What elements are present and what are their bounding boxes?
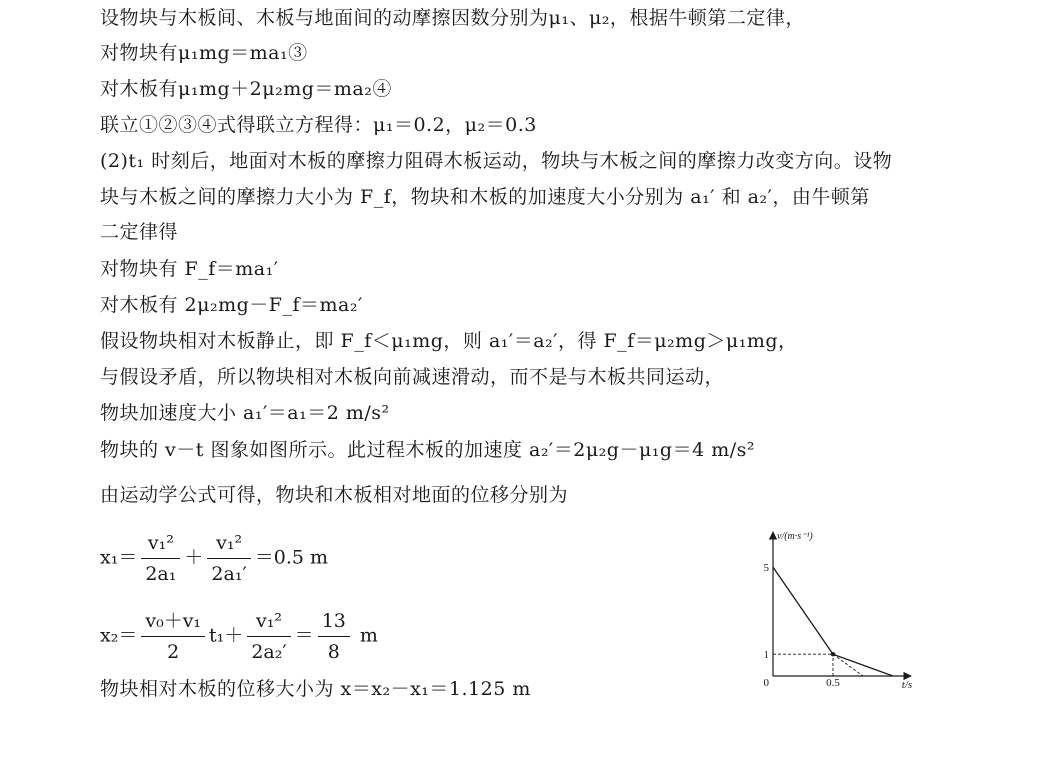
- formula-x2-frac2: [247, 608, 290, 665]
- text-line-9: 对木板有 2μ₂mg－F_f＝ma₂′: [100, 294, 363, 316]
- frac-denominator: 2a₁′: [211, 563, 247, 585]
- text-line-6: 块与木板之间的摩擦力大小为 F_f，物块和木板的加速度大小分别为 a₁′ 和 a₂′，由牛顿第: [100, 186, 870, 208]
- frac-numerator: 13: [318, 608, 350, 637]
- formula-x1-frac2: [207, 530, 250, 587]
- formula-x1-rhs: ＝0.5 m: [254, 546, 329, 569]
- text-line-12: 物块加速度大小 a₁′＝a₁＝2 m/s²: [100, 402, 390, 424]
- data-point: [831, 652, 835, 656]
- frac-denominator: 2: [167, 641, 180, 663]
- frac-denominator: 8: [327, 641, 340, 663]
- frac-numerator: v₀＋v₁: [141, 608, 205, 637]
- text-line-1: 设物块与木板间、木板与地面间的动摩擦因数分别为μ₁、μ₂，根据牛顿第二定律，: [100, 7, 805, 29]
- frac-numerator: v₁²: [207, 530, 250, 559]
- frac-denominator: 2a₂′: [251, 641, 287, 663]
- text-line-5: (2)t₁ 时刻后，地面对木板的摩擦力阻碍木板运动，物块与木板之间的摩擦力改变方向。设物: [100, 150, 893, 172]
- text-line-final: 物块相对木板的位移大小为 x＝x₂－x₁＝1.125 m: [100, 678, 531, 700]
- text-line-10: 假设物块相对木板静止，即 F_f＜μ₁mg，则 a₁′＝a₂′，得 F_f＝μ₂mg＞μ₁mg，: [100, 330, 798, 352]
- text-line-7: 二定律得: [100, 221, 179, 243]
- vt-graph: [755, 528, 915, 688]
- text-line-13: 物块的 v－t 图象如图所示。此过程木板的加速度 a₂′＝2μ₂g－μ₁g＝4 m/s²: [100, 439, 756, 461]
- series-line-2: [833, 654, 893, 676]
- formula-x2-frac3: [318, 608, 350, 665]
- series-line-3: [833, 654, 863, 676]
- formula-x1-lhs: x₁＝: [100, 546, 138, 569]
- formula-x2-eq: ＝: [294, 624, 314, 647]
- x-tick-label: 0.5: [826, 677, 840, 688]
- y-tick-label: 5: [763, 562, 769, 575]
- x-axis-label: t/s: [901, 679, 913, 688]
- frac-numerator: v₁²: [141, 530, 180, 559]
- formula-x1-frac1: [141, 530, 180, 587]
- text-line-8: 对物块有 F_f＝ma₁′: [100, 258, 279, 280]
- formula-x2-unit: m: [359, 624, 378, 647]
- formula-x1: [100, 530, 328, 587]
- y-tick-label: 1: [763, 649, 769, 662]
- frac-denominator: 2a₁: [145, 563, 177, 585]
- origin-label: 0: [763, 677, 769, 688]
- text-line-14: 由运动学公式可得，物块和木板相对地面的位移分别为: [100, 484, 569, 506]
- frac-numerator: v₁²: [247, 608, 290, 637]
- formula-x2-mid: t₁＋: [209, 624, 244, 647]
- formula-x1-plus: ＋: [184, 546, 204, 569]
- formula-x2: [100, 608, 378, 665]
- series-line-1: [773, 567, 833, 654]
- text-line-11: 与假设矛盾，所以物块相对木板向前减速滑动，而不是与木板共同运动，: [100, 366, 725, 388]
- text-line-4: 联立①②③④式得联立方程得：μ₁＝0.2，μ₂＝0.3: [100, 114, 537, 136]
- text-line-2: 对物块有μ₁mg＝ma₁③: [100, 42, 308, 64]
- formula-x2-lhs: x₂＝: [100, 624, 138, 647]
- text-line-3: 对木板有μ₁mg＋2μ₂mg＝ma₂④: [100, 78, 392, 100]
- formula-x2-frac1: [141, 608, 205, 665]
- y-axis-label: v/(m·s⁻¹): [777, 531, 813, 542]
